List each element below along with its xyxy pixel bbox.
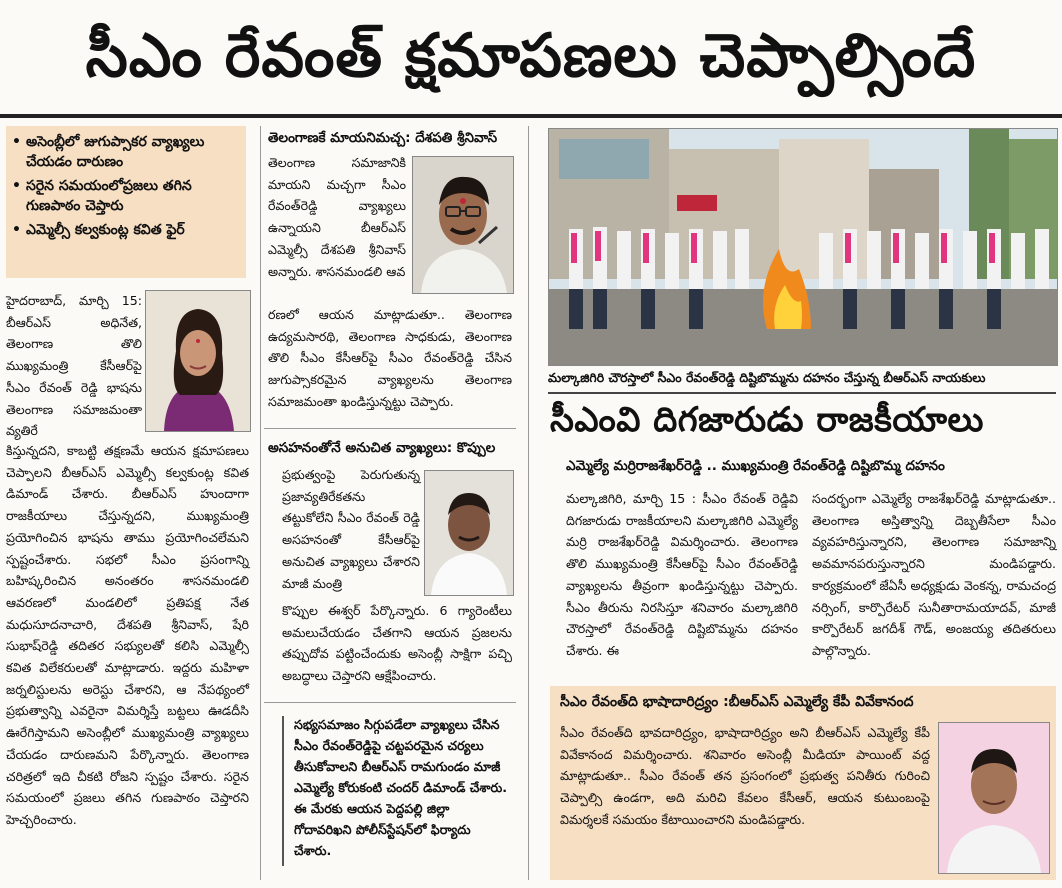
left-story-body: కిస్తున్నదని, కాబట్టి తక్షణమే ఆయన క్షమాపణలు చెప్పాలని బీఆర్ఎస్ ఎమ్మెల్సీ కల్వకుంట్ల కవిత డిమాండ్ చేశారు. బీఆర్ఎస్ హుందాగా రాజకీయాలు చేస్తున్నదని, ముఖ్యమంత్రి ప్రయోగించిన భాషను తాము ప్రయోగించలేమని స్పష్టంచేశారు. సభలో సీఎం ప్రసంగాన్ని బహిష్కరించిన అనంతరం శాసనమండలి ఆవరణలో మండలిలో ప్రతిపక్ష నేత మధుసూదనాచారి, దేశపతి శ్రీనివాస్, షేరి సుభాష్‌రెడ్డి తదితర సభ్యులతో కలిసి ఎమ్మెల్సీ కవిత విలేకరులతో మాట్లాడారు. ఇద్దరు మహిళా జర్నలిస్టులను అరెస్టు చేశారని, ఆ నేపథ్యంలో ప్రభుత్వాన్ని ఎవరైనా విమర్శిస్తే బట్టలు ఊడదీసి ఊరేగిస్తామని అసెంబ్లీలో ముఖ్యమంత్రి వ్యాఖ్యలు చేయడం దారుణమని పేర్కొన్నారు. తెలంగాణ చరిత్రలో ఇది చీకటి రోజని స్పష్టం చేశారు. సరైన సమయంలో ప్రజలు తగిన గుణపాఠం చెప్తారని హెచ్చరించారు. (6, 443, 249, 827)
bullet-icon: • (12, 134, 21, 150)
bullet-icon: • (12, 222, 21, 238)
highlights-box (6, 126, 246, 278)
quote-rule (282, 716, 284, 866)
highlight-item: • సరైన సమయంలోప్రజలు తగిన గుణపాఠం చెప్తారు (12, 178, 192, 214)
koppula-intro: ప్రభుత్వంపై పెరుగుతున్న ప్రజావ్యతిరేకతను తట్టుకోలేని సీఎం రేవంత్ రెడ్డి అసహనంతో కేసీఆర్‌పై అనుచిత వ్యాఖ్యలు చేశారని మాజీ మంత్రి (282, 467, 420, 591)
highlight-item: • ఎమ్మెల్సీ కల్వకుంట్ల కవిత ఫైర్ (12, 222, 185, 238)
protest-photo (548, 128, 1058, 366)
page-headline: సీఎం రేవంత్ క్షమాపణలు చెప్పాల్సిందే (85, 21, 977, 91)
column-divider (260, 126, 261, 880)
vivekananda-title: సీఎం రేవంత్‌ది భాషాదారిద్ర్యం :బీఆర్ఎస్ ఎమ్మెల్యే కేపీ వివేకానంద (560, 694, 914, 710)
column-divider (528, 126, 529, 880)
malkajgiri-subtitle: ఎమ్మెల్యే మర్రిరాజశేఖర్‌రెడ్డి .. ముఖ్యమంత్రి రేవంత్‌రెడ్డి దిష్టిబొమ్మ దహనం (566, 458, 945, 474)
malkajgiri-col1: మల్కాజిగిరి, మార్చి 15 : సీఎం రేవంత్ రెడ్డివి దిగజారుడు రాజకీయాలని మల్కాజిగిరి ఎమ్మెల్యే మర్రి రాజశేఖర్‌రెడ్డి విమర్శించారు. తెలంగాణ తొలి ముఖ్యమంత్రి కేసీఆర్‌పై సీఎం రేవంత్‌రెడ్డి వ్యాఖ్యలను తీవ్రంగా ఖండిస్తున్నట్టు చెప్పారు. సీఎం తీరును నిరసిస్తూ శనివారం మల్కాజిగిరి చౌరస్తాలో రేవంత్‌రెడ్డి దిష్టిబొమ్మను దహనం చేశారు. ఈ (566, 491, 798, 658)
section-divider (264, 428, 516, 429)
kavitha-portrait (145, 290, 251, 432)
photo-caption: మల్కాజిగిరి చౌరస్తాలో సీఎం రేవంత్‌రెడ్డి దిష్టిబొమ్మను దహనం చేస్తున్న బీఆర్ఎస్ నాయకులు (548, 370, 986, 385)
section-divider (264, 702, 516, 703)
deshapati-intro: తెలంగాణ సమాజానికి మాయని మచ్చగా సీఎం రేవంత్‌రెడ్డి వ్యాఖ్యలు ఉన్నాయని బీఆర్ఎస్ ఎమ్మెల్సీ దేశపతి శ్రీనివాస్ అన్నారు. శాసనమండలి ఆవ (268, 155, 406, 279)
bullet-icon: • (12, 178, 21, 194)
deshapati-title: తెలంగాణకే మాయనిమచ్చ: దేశపతి శ్రీనివాస్ (268, 130, 498, 146)
vivekananda-portrait (938, 722, 1050, 874)
deshapati-body: రణలో ఆయన మాట్లాడుతూ.. తెలంగాణ ఉద్యమసారథి, తెలంగాణ సాధకుడు, తెలంగాణ తొలి సీఎం కేసీఆర్‌పై సీఎం రేవంత్‌రెడ్డి చేసిన జుగుప్సాకరమైన వ్యాఖ్యలను తెలంగాణ సమాజమంతా ఖండిస్తున్నట్టు చెప్పారు. (268, 307, 512, 409)
koppula-title: అసహనంతోనే అనుచిత వ్యాఖ్యలు: కొప్పుల (268, 440, 496, 456)
highlight-item: • అసెంబ్లీలో జుగుప్సాకర వ్యాఖ్యలు చేయడం దారుణం (12, 134, 205, 170)
vivekananda-body: సీఎం రేవంత్‌ది భావదారిద్ర్యం, భాషాదారిద్ర్యం అని బీఆర్ఎస్ ఎమ్మెల్యే కేపీ వివేకానంద విమర్శించారు. శనివారం అసెంబ్లీ మీడియా పాయింట్ వద్ద మాట్లాడుతూ.. సీఎం రేవంత్ తన ప్రసంగంలో ప్రభుత్వ పనితీరు గురించి చెప్పాల్సి ఉండగా, అది మరిచి కేవలం కేసీఆర్, ఆయన కుటుంబంపై విమర్శలకే సమయం కేటాయించారని మండిపడ్డారు. (560, 725, 930, 827)
malkajgiri-headline: సీఎంవి దిగజారుడు రాజకీయాలు (550, 400, 984, 440)
left-story-intro: హైదరాబాద్, మార్చి 15: బీఆర్ఎస్ అధినేత, తెలంగాణ తొలి ముఖ్యమంత్రి కేసీఆర్‌పై సీఎం రేవంత్ రెడ్డి భాషను తెలంగాణ సమాజమంతా వ్యతిరే (6, 293, 142, 439)
malkajgiri-col2: సందర్భంగా ఎమ్మెల్యే రాజశేఖర్‌రెడ్డి మాట్లాడుతూ.. తెలంగాణ అస్తిత్వాన్ని దెబ్బతీసేలా సీఎం వ్యవహరిస్తున్నారని, తెలంగాణ సమాజాన్ని అవమానపరుస్తున్నారని మండిపడ్డారు. కార్యక్రమంలో జేఏసీ అధ్యక్షుడు వెంకన్న, రామచంద్ర నర్సింగ్, కార్పొరేటర్ సునీతారామయాదవ్, మాజీ కార్పొరేటర్ జగదీశ్ గౌడ్, అంజయ్య తదితరులు పాల్గొన్నారు. (812, 491, 1056, 658)
headline-rule (0, 114, 1062, 118)
deshapati-portrait (412, 156, 514, 294)
koppula-body: కొప్పుల ఈశ్వర్ పేర్కొన్నారు. 6 గ్యారెంటీలు అమలుచేయడం చేతగాని ఆయన ప్రజలను తప్పుదోవ పట్టించేందుకు అసెంబ్లీ సాక్షిగా పచ్చి అబద్ధాలు చెప్తారని ఆక్షేపించారు. (282, 603, 512, 684)
koppula-portrait (424, 470, 514, 596)
caption-rule (548, 392, 1056, 394)
quote-box: సభ్యసమాజం సిగ్గుపడేలా వ్యాఖ్యలు చేసిన సీఎం రేవంత్‌రెడ్డిపై చట్టపరమైన చర్యలు తీసుకోవాలని బీఆర్ఎస్ రామగుండం మాజీ ఎమ్మెల్యే కోరుకంటి చందర్ డిమాండ్ చేశారు. ఈ మేరకు ఆయన పెద్దపల్లి జిల్లా గోదావరిఖని పోలీస్‌స్టేషన్‌లో ఫిర్యాదు చేశారు. (294, 717, 508, 858)
